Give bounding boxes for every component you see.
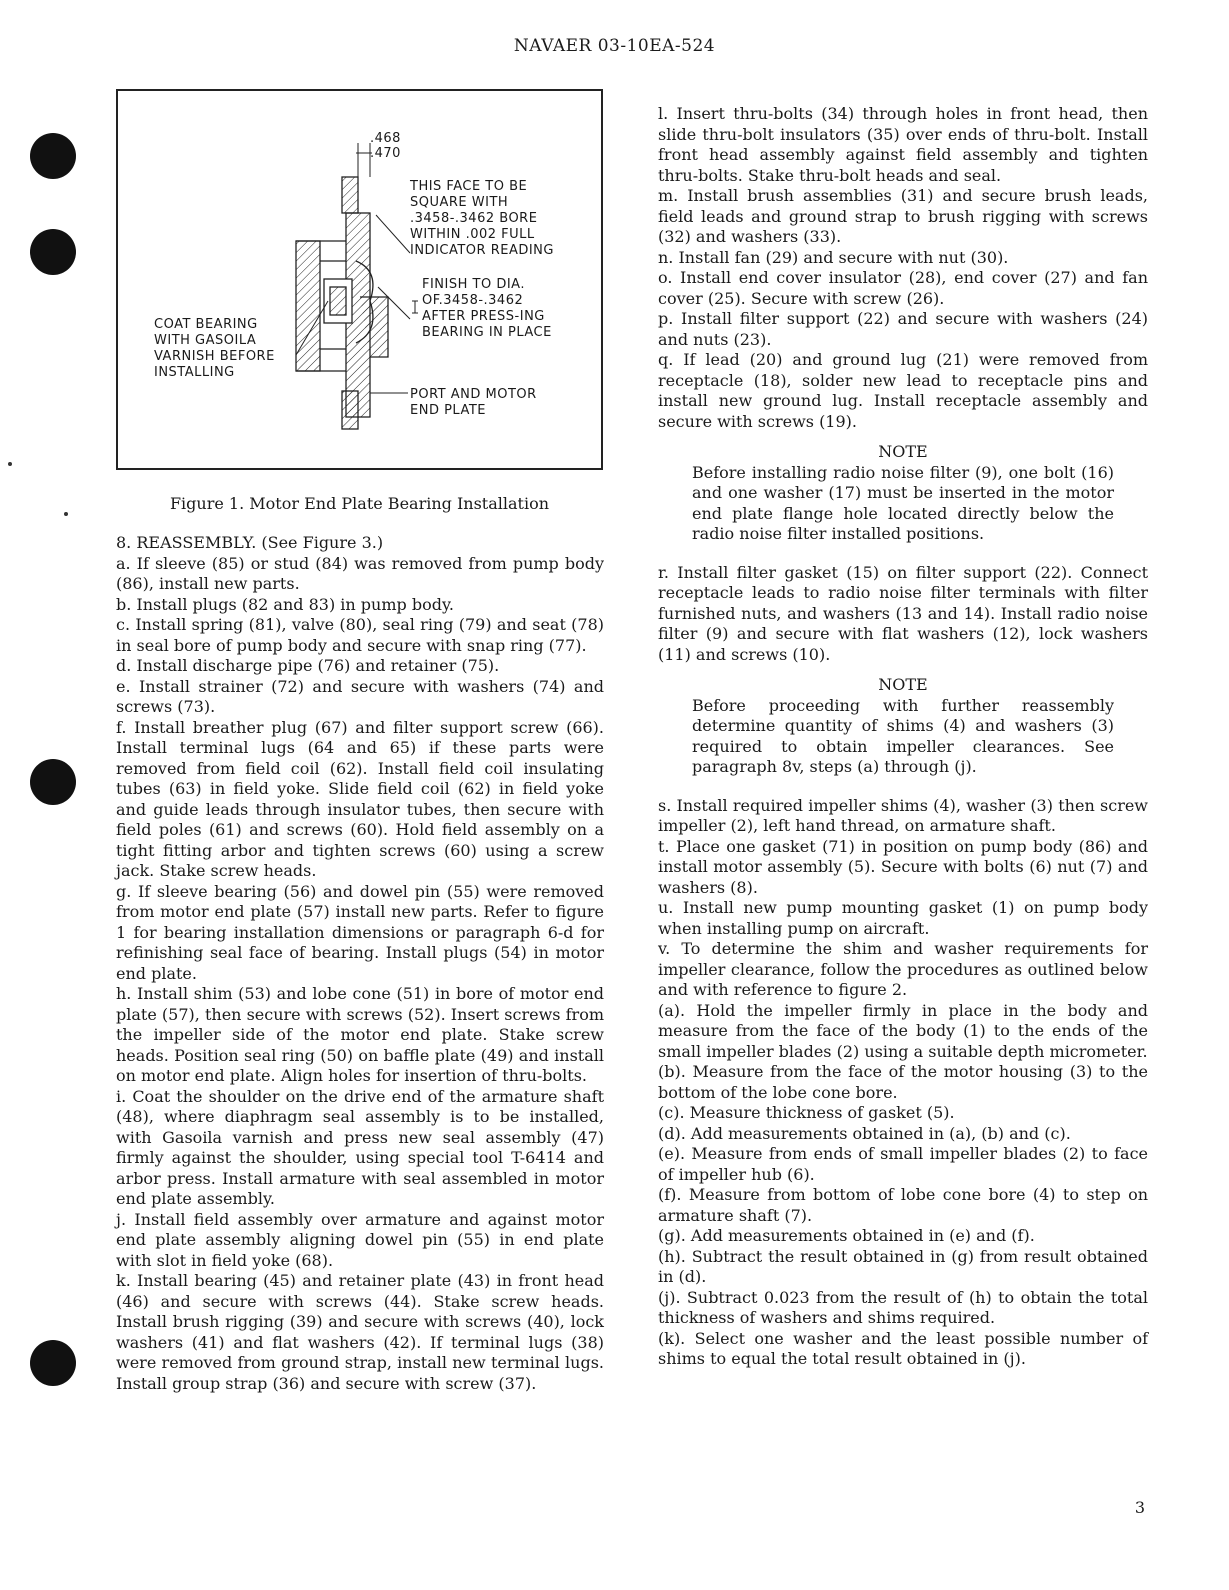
label-coat-bearing: COAT BEARING WITH GASOILA VARNISH BEFORE INSTALLING bbox=[154, 317, 275, 380]
step-g: g. If sleeve bearing (56) and dowel pin (55) were removed from motor end plate (57) install new parts. Refer to figure 1 for bearing installation dimensions or paragraph 6-d for refinishing seal face of bearing. Install plugs (54) in motor end plate. bbox=[116, 881, 604, 983]
substep-e: (e). Measure from ends of small impeller blades (2) to face of impeller hub (6). bbox=[658, 1144, 1148, 1184]
label-finish-to-dia: FINISH TO DIA. OF.3458-.3462 AFTER PRESS-ING BEARING IN PLACE bbox=[422, 277, 552, 340]
note-2-heading: NOTE bbox=[878, 675, 928, 694]
substep-a: (a). Hold the impeller firmly in place in the body and measure from the face of the body (1) to the ends of the small impeller blades (2) using a suitable depth micrometer. bbox=[658, 1000, 1148, 1061]
note-1-body: Before installing radio noise filter (9), one bolt (16) and one washer (17) must be inserted in the motor end plate flange hole located directly below the radio noise filter installed positions. bbox=[692, 462, 1114, 543]
binder-hole-bottom bbox=[30, 1340, 76, 1386]
scan-speck bbox=[8, 462, 12, 466]
substep-k: (k). Select one washer and the least possible number of shims to equal the total result obtained in (j). bbox=[658, 1328, 1148, 1368]
note-1-heading: NOTE bbox=[878, 442, 928, 461]
binder-hole-lower bbox=[30, 759, 76, 805]
substep-c: (c). Measure thickness of gasket (5). bbox=[658, 1103, 955, 1122]
step-f: f. Install breather plug (67) and filter support screw (66). Install terminal lugs (64 and 65) if these parts were removed from field coil (62). Install field coil insulating tubes (63) in field yoke. Slide field coil (62) in field yoke and guide leads through insulator tubes, then secure with field poles (61) and screws (60). Hold field assembly on a tight fitting arbor and tighten screws (60) using a screw jack. Stake screw heads. bbox=[116, 717, 604, 880]
left-column bbox=[116, 533, 604, 1394]
figure-1-drawing bbox=[116, 89, 603, 470]
step-v: v. To determine the shim and washer requirements for impeller clearance, follow the procedures as outlined below and with reference to figure 2. bbox=[658, 939, 1148, 999]
section-heading-reassembly: 8. REASSEMBLY. (See Figure 3.) bbox=[116, 533, 384, 552]
step-q: q. If lead (20) and ground lug (21) were removed from receptacle (18), solder new lead to receptacle pins and install new ground lug. Install receptacle assembly and secure with screws (19). bbox=[658, 350, 1148, 431]
substep-f: (f). Measure from bottom of lobe cone bore (4) to step on armature shaft (7). bbox=[658, 1185, 1148, 1225]
label-port-and-motor-end-plate: PORT AND MOTOR END PLATE bbox=[410, 387, 537, 418]
step-u: u. Install new pump mounting gasket (1) on pump body when installing pump on aircraft. bbox=[658, 898, 1148, 938]
substep-j: (j). Subtract 0.023 from the result of (h) to obtain the total thickness of washers and shims required. bbox=[658, 1287, 1148, 1327]
step-o: o. Install end cover insulator (28), end cover (27) and fan cover (25). Secure with screw (26). bbox=[658, 268, 1148, 308]
substep-d: (d). Add measurements obtained in (a), (b) and (c). bbox=[658, 1123, 1071, 1143]
label-face-square: THIS FACE TO BE SQUARE WITH .3458-.3462 BORE WITHIN .002 FULL INDICATOR READING bbox=[410, 179, 554, 258]
step-c: c. Install spring (81), valve (80), seal ring (79) and seat (78) in seal bore of pump body and secure with snap ring (77). bbox=[116, 615, 604, 655]
step-n: n. Install fan (29) and secure with nut (30). bbox=[658, 247, 1009, 267]
binder-hole-top bbox=[30, 133, 76, 179]
spacer bbox=[658, 778, 1148, 796]
scan-speck bbox=[64, 512, 68, 516]
step-r: r. Install filter gasket (15) on filter support (22). Connect receptacle leads to radio noise filter terminals with filter furnished nuts, and washers (13 and 14). Install radio noise filter (9) and secure with flat washers (12), lock washers (11) and screws (10). bbox=[658, 562, 1148, 664]
step-h: h. Install shim (53) and lobe cone (51) in bore of motor end plate (57), then secure with screws (52). Insert screws from the impeller side of the motor end plate. Stake screw heads. Position seal ring (50) on baffle plate (49) and install on motor end plate. Align holes for insertion of thru-bolts. bbox=[116, 984, 604, 1085]
substep-g: (g). Add measurements obtained in (e) and (f). bbox=[658, 1226, 1035, 1245]
step-d: d. Install discharge pipe (76) and retainer (75). bbox=[116, 656, 500, 675]
note-2-body: Before proceeding with further reassembly determine quantity of shims (4) and washers (3) required to obtain impeller clearances. See paragraph 8v, steps (a) through (j). bbox=[692, 695, 1114, 776]
dimension-470: .470 bbox=[370, 146, 401, 161]
step-a: a. If sleeve (85) or stud (84) was removed from pump body (86), install new parts. bbox=[116, 553, 604, 593]
document-number-header: NAVAER 03-10EA-524 bbox=[513, 36, 716, 56]
figure-1-caption: Figure 1. Motor End Plate Bearing Installation bbox=[169, 494, 550, 513]
step-s: s. Install required impeller shims (4), washer (3) then screw impeller (2), left hand thread, on armature shaft. bbox=[658, 795, 1148, 835]
page-number: 3 bbox=[1134, 1498, 1145, 1517]
right-column bbox=[658, 104, 1148, 1370]
step-j: j. Install field assembly over armature and against motor end plate assembly aligning dowel pin (55) in end plate with slot in field yoke (68). bbox=[116, 1209, 604, 1270]
step-l: l. Insert thru-bolts (34) through holes in front head, then slide thru-bolt insulators (35) over ends of thru-bolt. Install front head assembly against field assembly and tighten thru-bolts. Stake thru-bolt heads and seal. bbox=[658, 104, 1148, 185]
substep-h: (h). Subtract the result obtained in (g) from result obtained in (d). bbox=[658, 1246, 1148, 1286]
step-m: m. Install brush assemblies (31) and secure brush leads, field leads and ground strap to brush rigging with screws (32) and washers (33). bbox=[658, 186, 1148, 246]
step-p: p. Install filter support (22) and secure with washers (24) and nuts (23). bbox=[658, 309, 1148, 349]
binder-hole-middle bbox=[30, 229, 76, 275]
dimension-468: .468 bbox=[370, 131, 401, 146]
step-t: t. Place one gasket (71) in position on pump body (86) and install motor assembly (5). Secure with bolts (6) nut (7) and washers (8). bbox=[658, 836, 1148, 897]
substep-b: (b). Measure from the face of the motor housing (3) to the bottom of the lobe cone bore. bbox=[658, 1062, 1148, 1102]
spacer bbox=[658, 545, 1148, 563]
step-b: b. Install plugs (82 and 83) in pump body. bbox=[116, 594, 454, 614]
step-e: e. Install strainer (72) and secure with washers (74) and screws (73). bbox=[116, 676, 604, 716]
step-i: i. Coat the shoulder on the drive end of the armature shaft (48), where diaphragm seal assembly is to be installed, with Gasoila varnish and press new seal assembly (47) firmly against the shoulder, using special tool T-6414 and arbor press. Install armature with seal assembled in motor end plate assembly. bbox=[116, 1086, 604, 1208]
step-k: k. Install bearing (45) and retainer plate (43) in front head (46) and secure with screws (44). Stake screw heads. Install brush rigging (39) and secure with screws (40), lock washers (41) and flat washers (42). If terminal lugs (38) were removed from ground strap, install new terminal lugs. Install group strap (36) and secure with screw (37). bbox=[116, 1271, 604, 1393]
